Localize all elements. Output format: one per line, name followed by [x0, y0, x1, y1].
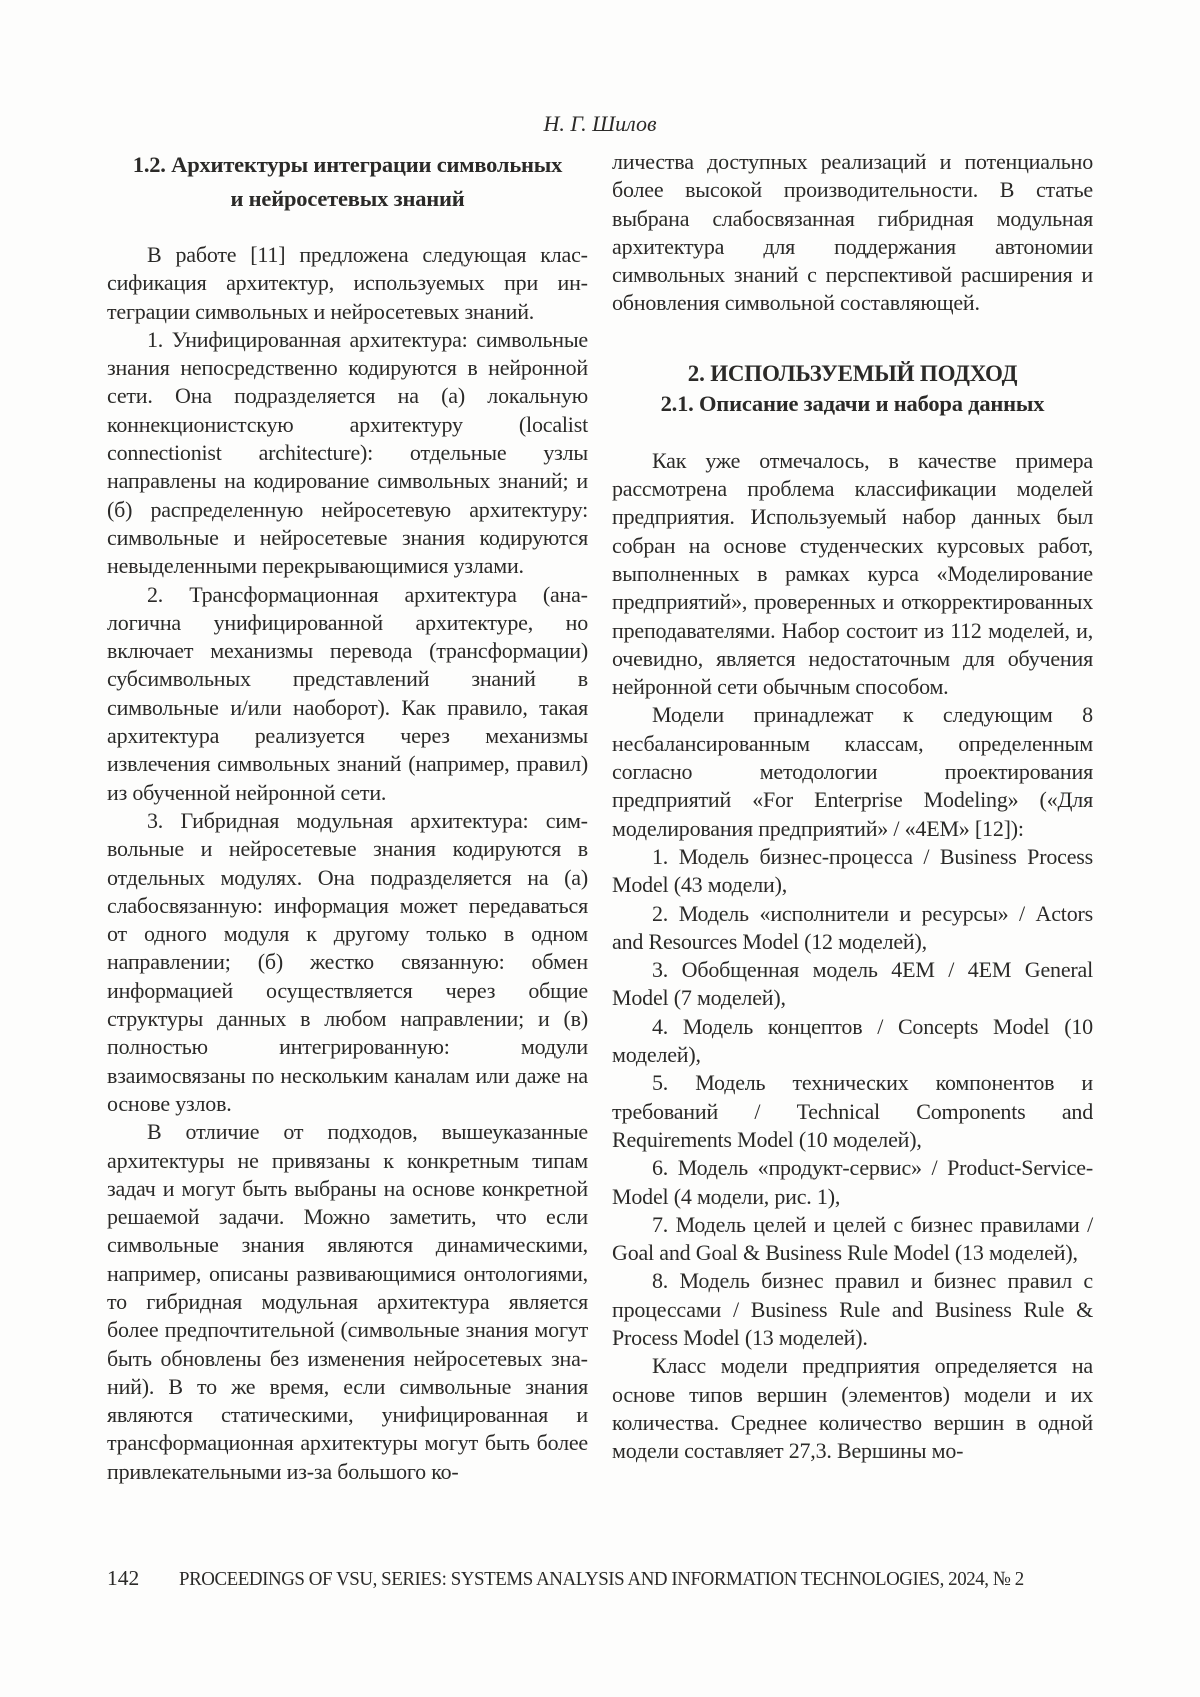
list-item: 3. Обобщенная модель 4EM / 4EM General Model (7 моделей), [612, 957, 1093, 1011]
paragraph: Как уже отмечалось, в качестве примера рассмотрена проблема классификации моделей предприятия. Используемый набор данных был собран на основе студенческих курсовых работ, выполненных в рамках курса «Моделирование предприятий», проверенных и откорректированных преподавателями. Набор состоит из 112 моделей, и, очевидно, является недостаточным для обучения нейронной сети обычным способом. [612, 447, 1093, 700]
subsection-heading-1-2 [107, 148, 588, 215]
right-column [612, 148, 1093, 1465]
paragraph: Модели принадлежат к следующим 8 несбалансированным классам, определенным согласно методологии проектирования предприятий «For Enterprise Modeling» («Для моделирования предприятий» / «4EM» [12]): [612, 702, 1093, 841]
left-column [107, 148, 588, 1486]
list-item: 7. Модель целей и целей с бизнес правилами / Goal and Goal & Business Rule Model (13 моделей), [612, 1211, 1093, 1266]
paragraph: 2. Трансформационная архитектура (аналогична унифицированной архитектуре, но включает механизмы перевода (трансформации) субсимвольных представлений знаний в символьные и/или наоборот). Как правило, такая архитектура реализуется через механизмы извлечения символьных знаний (например, правил) из обученной нейронной сети. [107, 581, 588, 805]
list-item: 2. Модель «исполнители и ресурсы» / Actors and Resources Model (12 моделей), [612, 900, 1093, 954]
list-item: 1. Модель бизнес-процесса / Business Process Model (43 модели), [612, 843, 1093, 898]
list-item: 6. Модель «продукт-сервис» / Product-Service-Model (4 модели, рис. 1), [612, 1155, 1093, 1209]
page-footer [107, 1566, 1093, 1591]
paragraph: 3. Гибридная модульная архитектура: символьные и нейросетевые знания кодируются в отдельных модулях. Она подразделяется на (а) слабосвязанную: информация может передаваться от одного модуля к другому только в одном направлении; (б) жестко связанную: обмен информацией осуществляется через общие структуры данных в любом направлении; и (в) полностью интегрированную: модули взаимосвязаны по нескольким каналам или даже на основе узлов. [107, 807, 588, 1116]
paragraph-continuation: личества доступных реализаций и потенциально более высокой производительности. В статье выбрана слабосвязанная гибридная модульная архитектура для поддержания автономии символьных знаний с перспективой расширения и обновления символьной составляющей. [612, 149, 1093, 316]
section-title: 2. ИСПОЛЬЗУЕМЫЙ ПОДХОД [687, 360, 1018, 386]
journal-title: PROCEEDINGS OF VSU, SERIES: SYSTEMS ANALYSIS AND INFORMATION TECHNOLOGIES, 2024, № 2 [179, 1568, 1025, 1590]
list-item: 4. Модель концептов / Concepts Model (10 моделей), [612, 1013, 1093, 1068]
paragraph: Класс модели предприятия определяется на основе типов вершин (элементов) модели и их количества. Среднее количество вершин в одной модели составляет 27,3. Вершины мо- [612, 1353, 1093, 1464]
list-item: 5. Модель технических компонентов и требований / Technical Components and Requirements Model (10 моделей), [612, 1070, 1093, 1152]
subsection-title: 2.1. Описание задачи и набора данных [660, 390, 1045, 416]
paragraph: 1. Унифицированная архитектура: символьные знания непосредственно кодируются в нейронной сети. Она подразделяется на (а) локальную коннекционистскую архитектуру (localist connectionist architecture): отдельные узлы направлены на кодирование символьных знаний; и (б) распределенную нейросетевую архитектуру: символьные и нейросетевые знания кодируются невыделенными перекрывающимися узлами. [107, 326, 588, 579]
page-number: 142 [107, 1566, 140, 1590]
paragraph: В работе [11] предложена следующая классификация архитектур, используемых при интеграции символьных и нейросетевых знаний. [107, 242, 588, 324]
paragraph: В отличие от подходов, вышеуказанные архитектуры не привязаны к конкретным типам задач и могут быть выбраны на основе конкретной решаемой задачи. Можно заметить, что если символьные знания являются динамическими, например, описаны развивающимися онтологиями, то гибридная модульная архитектура является более предпочтительной (символьные знания могут быть обновлены без изменения нейросетевых знаний). В то же время, если символьные знания являются статическими, унифицированная и трансформационная архитектуры могут быть более привлекательными из-за большого ко- [107, 1119, 588, 1484]
author-line: Н. Г. Шилов [543, 111, 657, 136]
list-item: 8. Модель бизнес правил и бизнес правил с процессами / Business Rule and Business Rule & Process Model (13 моделей). [612, 1268, 1093, 1350]
section-heading-2 [612, 359, 1093, 419]
heading-line-1: 1.2. Архитектуры интеграции символьных [132, 152, 563, 177]
heading-line-2: и нейросетевых знаний [230, 185, 465, 211]
